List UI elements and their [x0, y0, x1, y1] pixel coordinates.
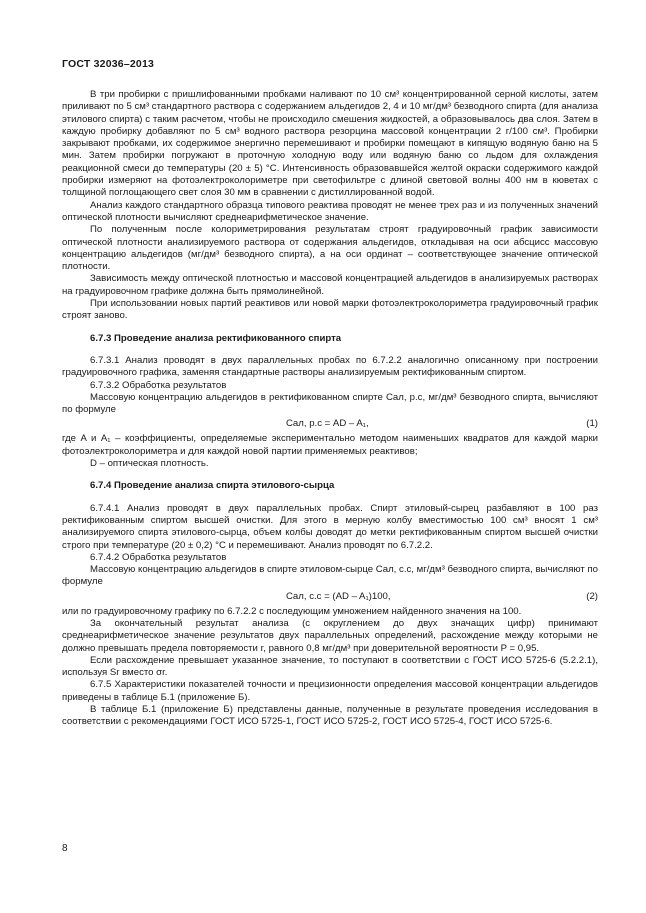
paragraph: 6.7.4.2 Обработка результатов: [90, 551, 227, 563]
section-heading: 6.7.3 Проведение анализа ректификованного спирта: [90, 332, 342, 344]
paragraph: 6.7.4.1 Анализ проводят в двух параллельных пробах. Спирт этиловый-сырец разбавляют в 100 раз ректификованным спиртом высшей очистки. Для этого в мерную колбу вместимостью 100 см³ вносят 1 см³ анализируемого спирта этилового-сырца, объем колбы доводят до метки ректификованным спиртом высшей очистки строго при температуре (20 ± 0,2) °С и перемешивают. Анализ проводят по 6.7.2.2.: [62, 502, 598, 551]
paragraph: В таблице Б.1 (приложение Б) представлены данные, полученные в результате проведения исследования в соответствии с рекомендациями ГОСТ ИСО 5725-1, ГОСТ ИСО 5725-2, ГОСТ ИСО 5725-4, ГОСТ ИСО 5725-6.: [62, 704, 598, 728]
formula-number: (1): [586, 418, 598, 430]
formula-1: [62, 418, 598, 432]
document-body: [62, 89, 598, 729]
document-header: ГОСТ 32036–2013: [62, 58, 155, 70]
section-heading: 6.7.4 Проведение анализа спирта этилового-сырца: [90, 480, 335, 492]
paragraph: 6.7.3.1 Анализ проводят в двух параллельных пробах по 6.7.2.2 аналогично описанному при построении градуировочного графика, заменяя стандартные растворы анализируемым ректификованным спиртом.: [62, 354, 598, 379]
paragraph: Массовую концентрацию альдегидов в спирте этиловом-сырце Cал, с.с, мг/дм³ безводного спирта, вычисляют по формуле: [62, 564, 598, 588]
page-number: 8: [62, 843, 68, 854]
paragraph: Анализ каждого стандартного образца типового реактива проводят не менее трех раз и из полученных значений оптической плотности вычисляют среднеарифметическое значение.: [62, 199, 598, 223]
paragraph: По полученным после колориметрирования результатам строят градуировочный график зависимости оптической плотности анализируемого раствора от содержания альдегидов, откладывая на оси абсцисс массовую концентрацию альдегидов (мг/дм³ безводного спирта), а на оси ординат – соответствующее значение оптической плотности.: [62, 224, 598, 273]
formula-expression: Cал, с.с = (AD – A₁)100,: [286, 590, 391, 602]
paragraph: Зависимость между оптической плотностью и массовой концентрацией альдегидов в анализируемых растворах на градуировочном графике должна быть прямолинейной.: [62, 273, 598, 297]
formula-number: (2): [586, 590, 598, 602]
paragraph: или по градуировочному графику по 6.7.2.2 с последующим умножением найденного значения на 100.: [62, 605, 522, 617]
formula-2: [62, 591, 598, 605]
paragraph: Если расхождение превышает указанное значение, то поступают в соответствии с ГОСТ ИСО 5725-6 (5.2.2.1), используя Sr вместо σr.: [62, 654, 598, 679]
paragraph: D – оптическая плотность.: [90, 458, 209, 470]
paragraph: При использовании новых партий реактивов или новой марки фотоэлектроколориметра градуировочный график строят заново.: [62, 298, 598, 322]
paragraph: 6.7.5 Характеристики показателей точности и прецизионности определения массовой концентрации альдегидов приведены в таблице Б.1 (приложение Б).: [62, 679, 598, 703]
paragraph: В три пробирки с пришлифованными пробками наливают по 10 см³ концентрированной серной кислоты, затем приливают по 5 см³ стандартного раствора с содержанием альдегидов 2, 4 и 10 мг/дм³ безводного спирта (для анализа этилового спирта) с таким расчетом, чтобы не происходило смешения жидкостей, а образовывалось два слоя. Затем в каждую пробирку добавляют по 5 см³ водного раствора резорцина массовой концентрации 2 г/100 см³. Пробирки закрывают пробками, их содержимое энергично перемешивают и пробирки помещают в кипящую водяную баню на 5 мин. Затем пробирки погружают в проточную холодную воду или водяную баню со льдом для охлаждения реакционной смеси до температуры (20 ± 5) °С. Интенсивность образовавшейся желтой окраски содержимого каждой пробирки измеряют на фотоэлектроколориметре при светофильтре с длиной световой волны 400 нм в кюветах с толщиной поглощающего свет слоя 30 мм в сравнении с дистиллированной водой.: [62, 89, 598, 199]
formula-expression: Cал, р.с = AD – A₁,: [286, 418, 369, 430]
paragraph: За окончательный результат анализа (с округлением до двух значащих цифр) принимают среднеарифметическое значение результатов двух параллельных определений, расхождение между которыми не должно превышать предела повторяемости r, равного 0,8 мг/дм³ при доверительной вероятности P = 0,95.: [62, 617, 598, 654]
paragraph: где A и A₁ – коэффициенты, определяемые экспериментально методом наименьших квадратов для каждой марки фотоэлектроколориметра и для каждой новой партии применяемых реактивов;: [62, 433, 598, 457]
paragraph: 6.7.3.2 Обработка результатов: [90, 379, 227, 391]
paragraph: Массовую концентрацию альдегидов в ректификованном спирте Cал, р.с, мг/дм³ безводного спирта, вычисляют по формуле: [62, 391, 598, 416]
